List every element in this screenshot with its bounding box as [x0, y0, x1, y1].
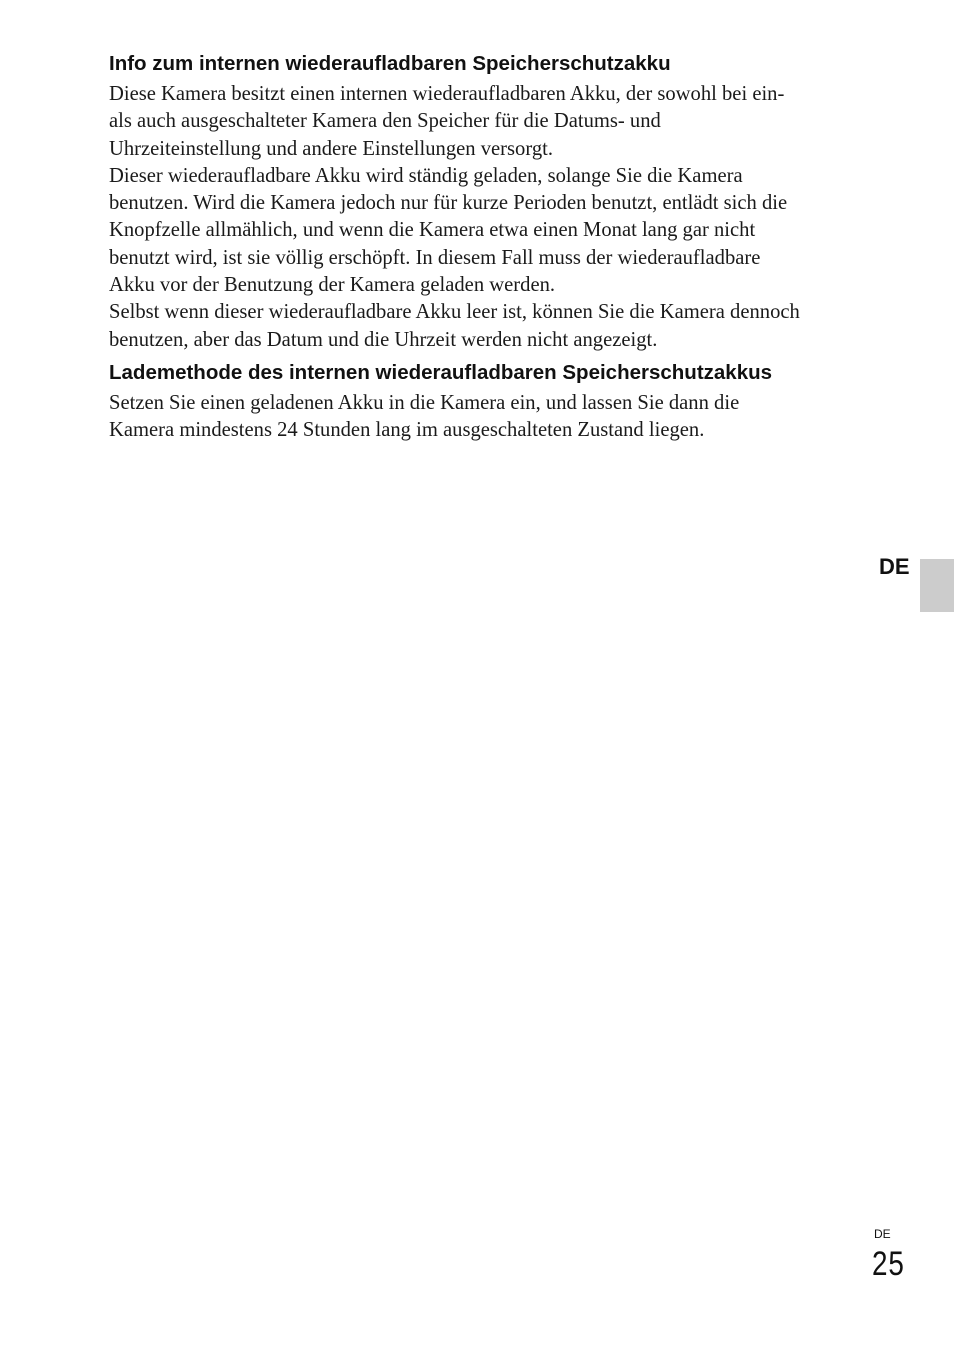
- section-body-charging-method: [109, 390, 869, 445]
- section-heading-charging-method: Lademethode des internen wiederaufladbaren Speicherschutzakkus: [109, 360, 773, 384]
- text-line: Diese Kamera besitzt einen internen wiederaufladbaren Akku, der sowohl bei ein-: [109, 83, 785, 105]
- text-line: Selbst wenn dieser wiederaufladbare Akku leer ist, können Sie die Kamera dennoch: [109, 301, 800, 324]
- text-line: Kamera mindestens 24 Stunden lang im ausgeschalteten Zustand liegen.: [109, 419, 705, 442]
- section-heading-info: Info zum internen wiederaufladbaren Speicherschutzakku: [109, 52, 671, 75]
- footer-language: DE: [874, 1227, 891, 1241]
- paragraph-battery-charging: [109, 163, 869, 299]
- text-line: benutzen. Wird die Kamera jedoch nur für kurze Perioden benutzt, entlädt sich die: [109, 192, 788, 215]
- language-tab-label: DE: [879, 554, 910, 579]
- page-content: [109, 50, 869, 445]
- language-side-tab: [920, 559, 954, 612]
- paragraph-battery-empty: [109, 299, 869, 354]
- text-line: Uhrzeiteinstellung und andere Einstellungen versorgt.: [109, 137, 553, 160]
- text-line: Dieser wiederaufladbare Akku wird ständig geladen, solange Sie die Kamera: [109, 164, 743, 187]
- text-line: Setzen Sie einen geladenen Akku in die Kamera ein, und lassen Sie dann die: [109, 391, 740, 414]
- text-line: als auch ausgeschalteter Kamera den Speicher für die Datums- und: [109, 110, 661, 133]
- paragraph-charging-instructions: [109, 390, 869, 445]
- page-number: 25: [872, 1245, 905, 1283]
- text-line: Knopfzelle allmählich, und wenn die Kamera etwa einen Monat lang gar nicht: [109, 219, 756, 242]
- text-line: benutzen, aber das Datum und die Uhrzeit werden nicht angezeigt.: [109, 328, 658, 351]
- text-line: Akku vor der Benutzung der Kamera geladen werden.: [109, 274, 556, 297]
- text-line: benutzt wird, ist sie völlig erschöpft. In diesem Fall muss der wiederaufladbare: [109, 246, 761, 269]
- section-body-info: [109, 81, 869, 354]
- paragraph-battery-description: [109, 81, 869, 163]
